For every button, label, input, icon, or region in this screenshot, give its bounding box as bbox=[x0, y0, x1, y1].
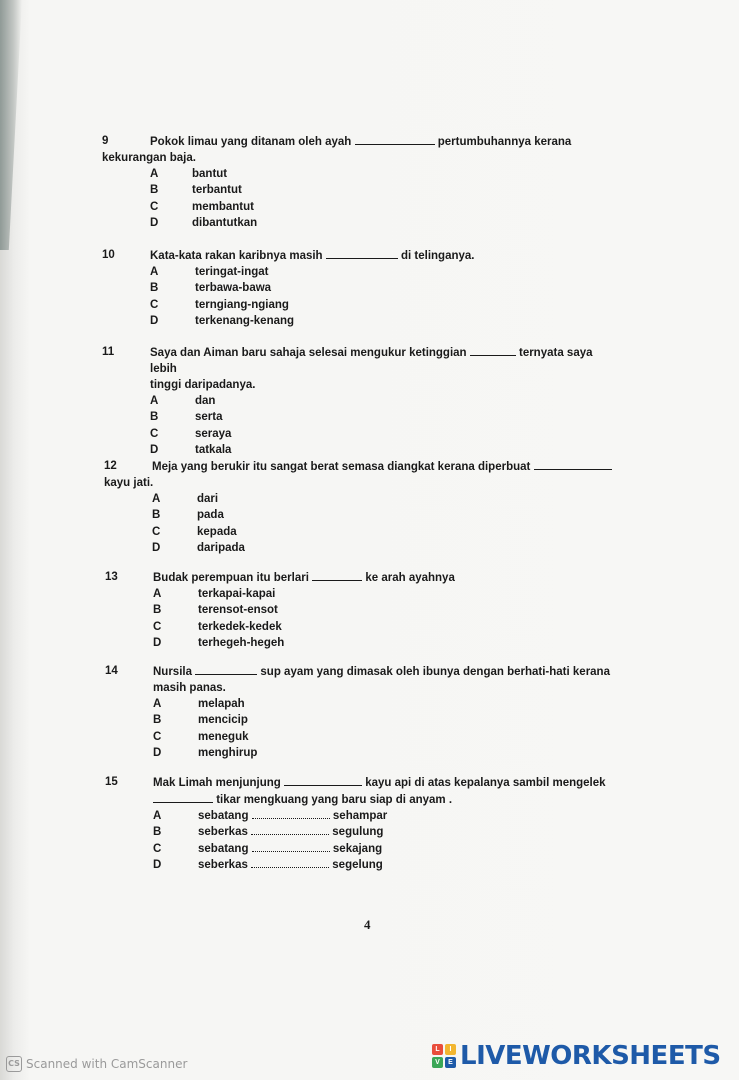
question-stem: Kata-kata rakan karibnya masih di telinganya. bbox=[102, 247, 622, 264]
option-b[interactable]: B seberkas segulung bbox=[153, 826, 384, 839]
options-list bbox=[104, 491, 624, 556]
option-b[interactable]: B serta bbox=[150, 411, 223, 424]
option-d[interactable]: D daripada bbox=[152, 541, 245, 554]
option-d[interactable]: D terhegeh-hegeh bbox=[153, 636, 285, 649]
question-stem-continued: kayu jati. bbox=[104, 477, 154, 489]
option-c[interactable]: C sebatang sekajang bbox=[153, 842, 383, 855]
option-c[interactable]: C terngiang-ngiang bbox=[150, 298, 289, 311]
question-number: 10 bbox=[102, 249, 115, 261]
liveworksheets-logo[interactable] bbox=[432, 1040, 721, 1072]
camscanner-watermark bbox=[6, 1056, 187, 1072]
page-number: 4 bbox=[364, 917, 371, 932]
question-15 bbox=[105, 774, 645, 873]
question-10 bbox=[102, 247, 622, 329]
option-c[interactable]: C membantut bbox=[150, 200, 254, 213]
option-a[interactable]: A bantut bbox=[150, 168, 228, 180]
question-11 bbox=[102, 344, 622, 458]
option-d[interactable]: D terkenang-kenang bbox=[150, 314, 295, 327]
question-14 bbox=[105, 663, 645, 761]
liveworksheets-text: LIVEWORKSHEETS bbox=[460, 1041, 721, 1071]
answer-blank bbox=[195, 663, 257, 675]
question-number: 12 bbox=[104, 460, 117, 472]
option-c[interactable]: C seraya bbox=[150, 427, 232, 440]
camscanner-icon: CS bbox=[6, 1056, 22, 1072]
option-c[interactable]: C terkedek-kedek bbox=[153, 620, 282, 633]
options-list bbox=[105, 808, 645, 873]
question-13 bbox=[105, 569, 625, 651]
option-a[interactable]: A melapah bbox=[153, 698, 245, 710]
dotted-blank bbox=[252, 841, 330, 852]
scan-edge-shadow bbox=[0, 0, 22, 250]
option-d[interactable]: D menghirup bbox=[153, 746, 258, 759]
dotted-blank bbox=[251, 857, 329, 868]
dotted-blank bbox=[251, 824, 329, 835]
option-a[interactable]: A dan bbox=[150, 395, 216, 407]
question-stem-continued: kekurangan baja. bbox=[102, 152, 196, 164]
options-list bbox=[105, 586, 625, 651]
option-a[interactable]: A teringat-ingat bbox=[150, 266, 269, 278]
answer-blank bbox=[312, 569, 362, 581]
question-number: 11 bbox=[102, 346, 115, 358]
option-b[interactable]: B terensot-ensot bbox=[153, 604, 278, 617]
options-list bbox=[105, 696, 645, 761]
question-stem-continued: tikar mengkuang yang baru siap di anyam . bbox=[105, 791, 645, 808]
question-number: 14 bbox=[105, 665, 118, 677]
option-c[interactable]: C meneguk bbox=[153, 730, 249, 743]
question-number: 9 bbox=[102, 135, 109, 147]
options-list bbox=[102, 166, 622, 231]
dotted-blank bbox=[252, 808, 330, 819]
question-stem: Budak perempuan itu berlari ke arah ayahnya bbox=[105, 569, 625, 586]
question-stem: Saya dan Aiman baru sahaja selesai mengukur ketinggian ternyata saya lebih bbox=[102, 344, 622, 377]
answer-blank bbox=[153, 791, 213, 803]
options-list bbox=[102, 264, 622, 329]
answer-blank bbox=[326, 247, 398, 259]
option-d[interactable]: D seberkas segelung bbox=[153, 858, 383, 871]
option-d[interactable]: D dibantutkan bbox=[150, 216, 258, 229]
camscanner-text: Scanned with CamScanner bbox=[26, 1057, 188, 1071]
answer-blank bbox=[355, 133, 435, 145]
question-stem: Nursila sup ayam yang dimasak oleh ibunya dengan berhati-hati kerana bbox=[105, 663, 645, 680]
liveworksheets-icon: L I V E bbox=[432, 1044, 456, 1068]
question-9 bbox=[102, 133, 622, 231]
question-stem-continued: tinggi daripadanya. bbox=[150, 379, 256, 391]
option-b[interactable]: B terbawa-bawa bbox=[150, 282, 272, 295]
option-d[interactable]: D tatkala bbox=[150, 443, 232, 456]
option-c[interactable]: C kepada bbox=[152, 525, 237, 538]
question-stem: Pokok limau yang ditanam oleh ayah pertumbuhannya kerana bbox=[102, 133, 622, 150]
question-stem-continued: masih panas. bbox=[153, 682, 226, 694]
answer-blank bbox=[470, 344, 516, 356]
option-a[interactable]: A terkapai-kapai bbox=[153, 588, 276, 600]
option-b[interactable]: B mencicip bbox=[153, 714, 248, 727]
question-number: 13 bbox=[105, 571, 118, 583]
question-stem: Meja yang berukir itu sangat berat semasa diangkat kerana diperbuat bbox=[104, 458, 624, 475]
answer-blank bbox=[534, 458, 612, 470]
question-number: 15 bbox=[105, 776, 118, 788]
option-b[interactable]: B pada bbox=[152, 509, 224, 522]
question-12 bbox=[104, 458, 624, 556]
option-a[interactable]: A dari bbox=[152, 493, 219, 505]
option-b[interactable]: B terbantut bbox=[150, 184, 242, 197]
options-list bbox=[102, 393, 622, 458]
answer-blank bbox=[284, 774, 362, 786]
question-stem: Mak Limah menjunjung kayu api di atas kepalanya sambil mengelek bbox=[105, 774, 645, 791]
option-a[interactable]: A sebatang sehampar bbox=[153, 810, 388, 822]
